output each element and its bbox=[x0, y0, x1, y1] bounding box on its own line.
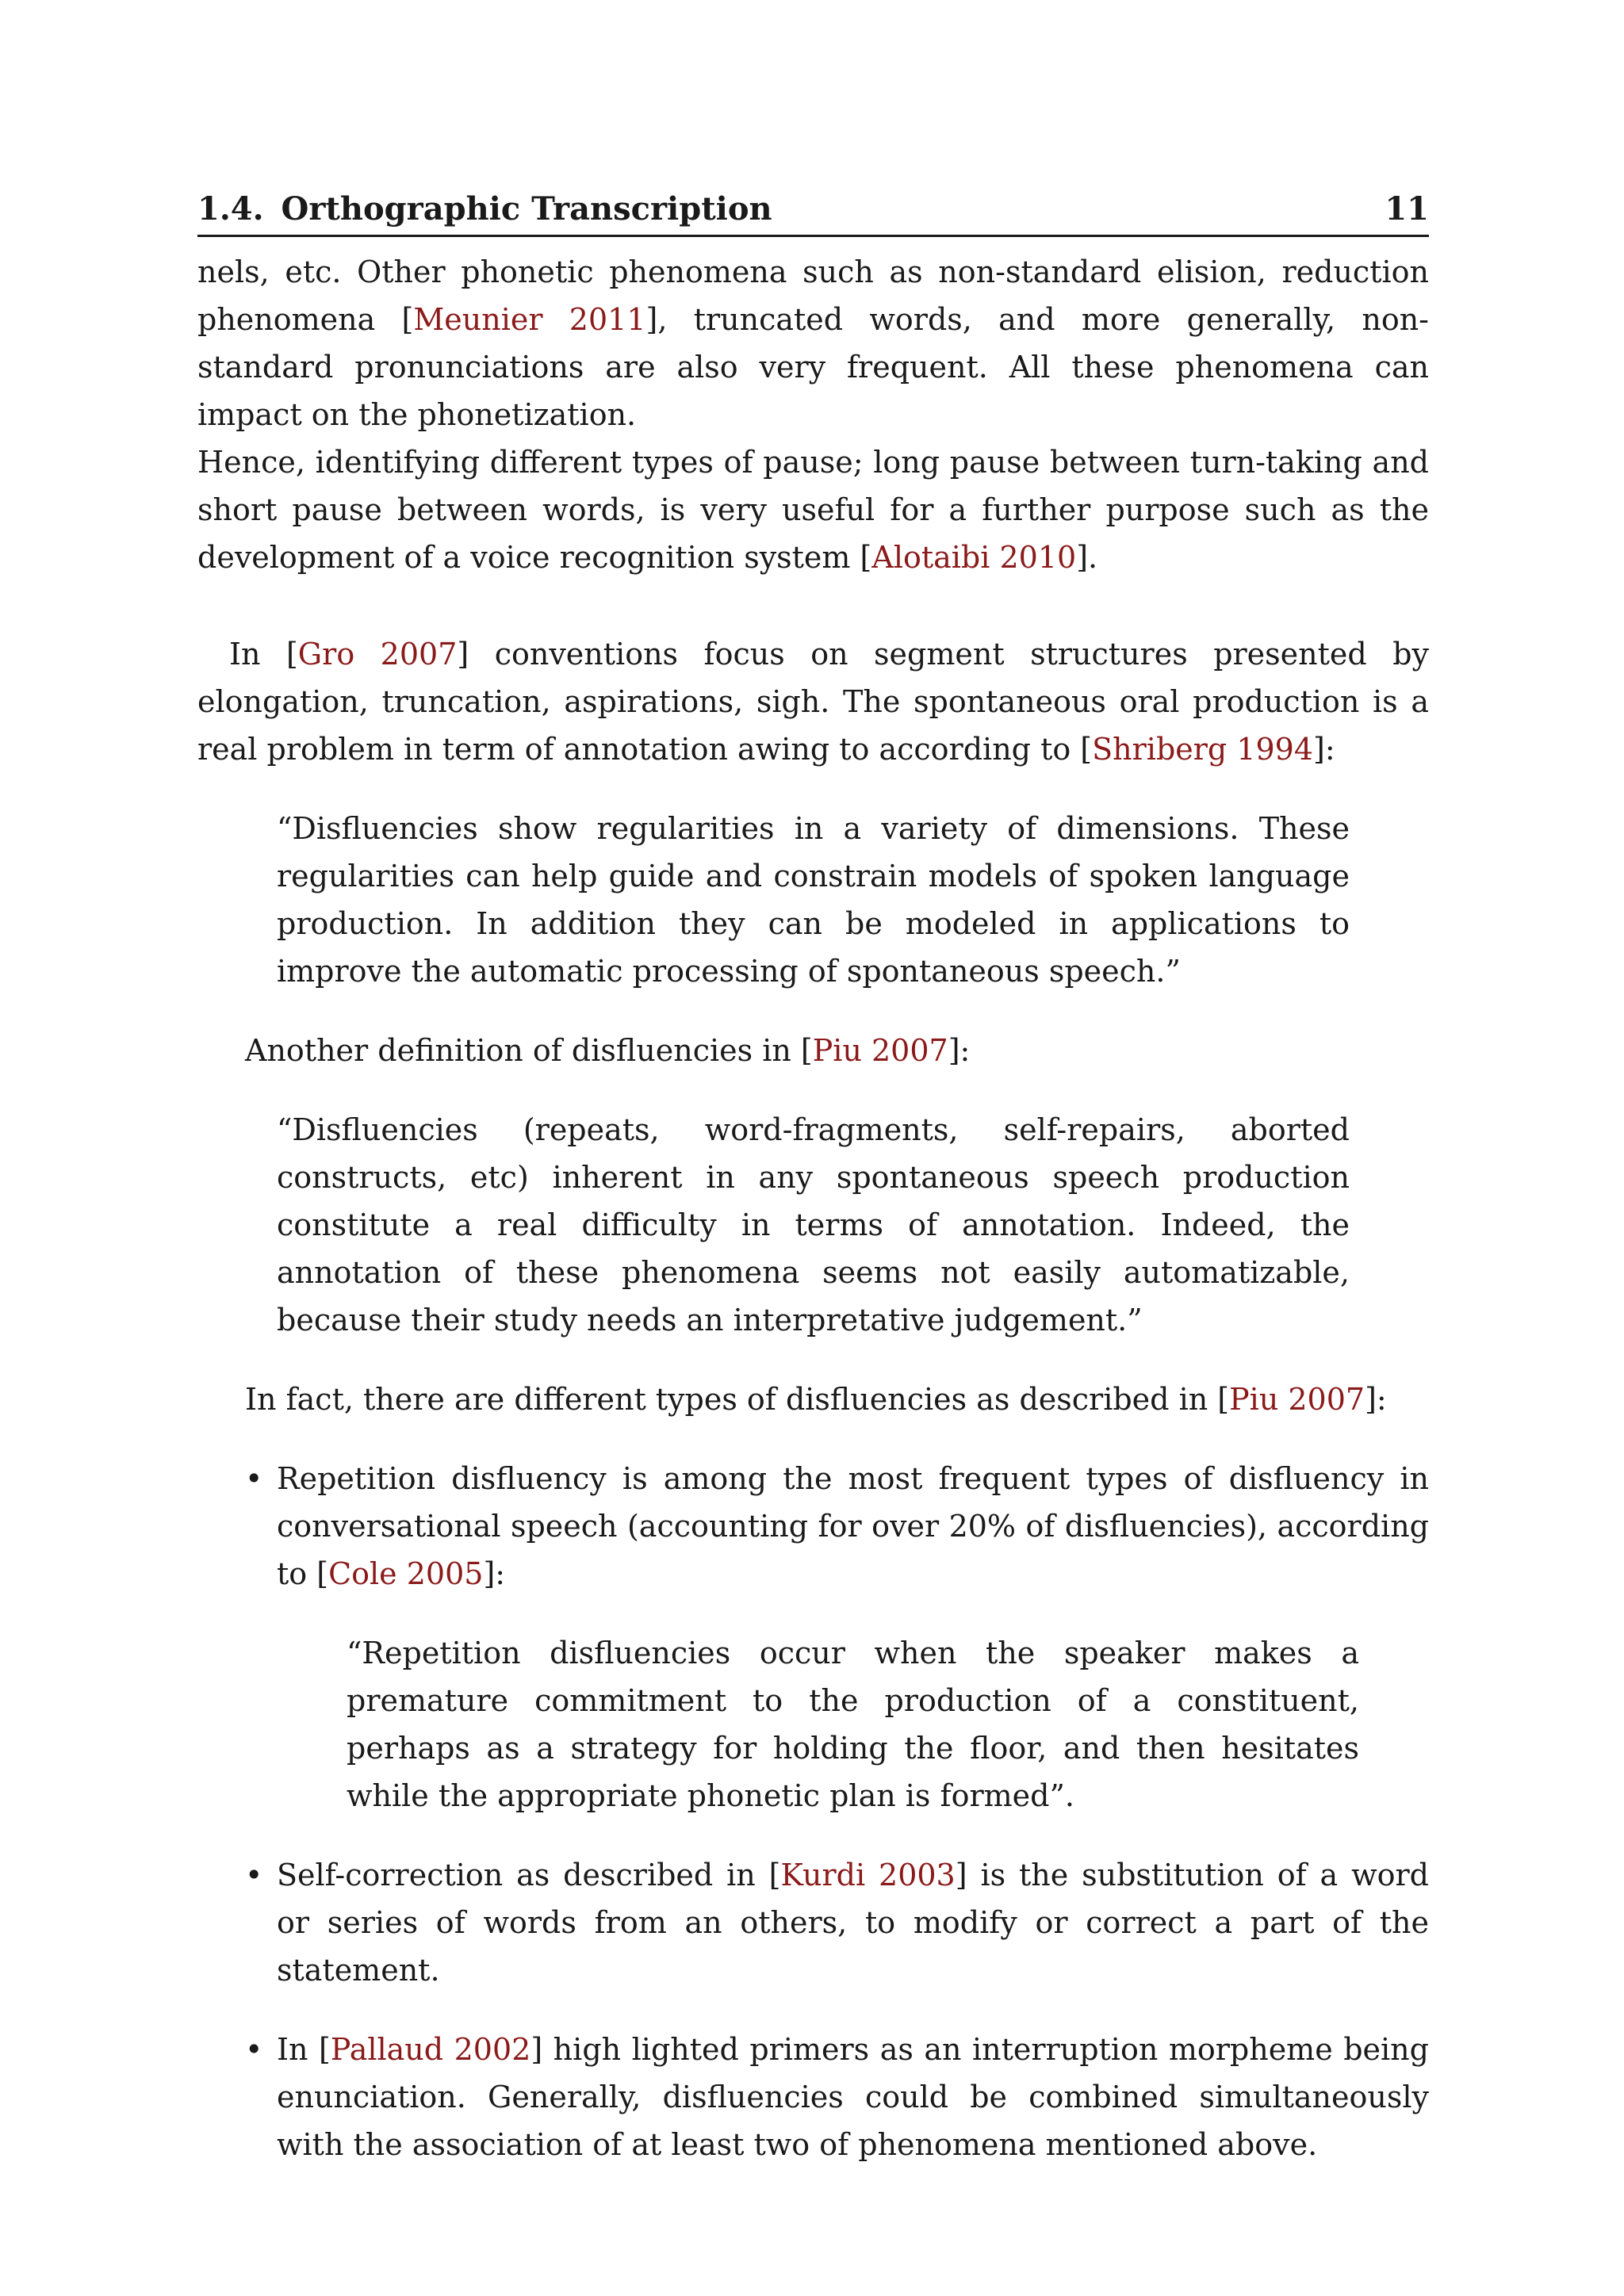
paragraph-1 bbox=[197, 248, 1429, 438]
text-run: Hence, identifying different types of pause; long pause between turn-taking and short pause between words, is very useful for a further purpose such as the development of a voice recognition system [ bbox=[197, 445, 1429, 575]
bullet-list bbox=[197, 1455, 1429, 2168]
running-head bbox=[197, 190, 1429, 237]
text-run: In fact, there are different types of disfluencies as described in [ bbox=[245, 1382, 1230, 1417]
nested-block-quote: “Repetition disfluencies occur when the speaker makes a premature commitment to the production of a constituent, perhaps as a strategy for holding the floor, and then hesitates while the appropriate phonetic plan is formed”. bbox=[347, 1636, 1359, 1813]
list-item-text bbox=[277, 1455, 1429, 1598]
paragraph-4 bbox=[197, 1027, 1429, 1074]
citation-link[interactable]: Cole 2005 bbox=[328, 1556, 484, 1591]
list-item bbox=[197, 1851, 1429, 1994]
citation-link[interactable]: Gro 2007 bbox=[297, 637, 458, 672]
paragraph-5 bbox=[197, 1376, 1429, 1423]
bullet-icon: • bbox=[245, 1461, 263, 1496]
body-text bbox=[197, 248, 1429, 2168]
text-run: In [ bbox=[229, 637, 298, 672]
list-item-text bbox=[277, 2026, 1429, 2168]
section-heading bbox=[197, 190, 772, 228]
citation-link[interactable]: Shriberg 1994 bbox=[1092, 732, 1314, 767]
list-item-text bbox=[277, 1851, 1429, 1994]
text-run: ] high lighted primers as an interruption morpheme being enunciation. Generally, disfluencies could be combined simultaneously with the association of at least two of phenomena mentioned above. bbox=[277, 2032, 1429, 2162]
section-number: 1.4. bbox=[197, 190, 264, 228]
text-run: ]: bbox=[1365, 1382, 1387, 1417]
text-run: ] is the substitution of a word or series of words from an others, to modify or correct a part of the statement. bbox=[277, 1858, 1429, 1988]
list-item bbox=[197, 1455, 1429, 1820]
bullet-icon: • bbox=[245, 2032, 263, 2067]
bullet-icon: • bbox=[245, 1858, 263, 1892]
text-run: ] conventions focus on segment structures presented by elongation, truncation, aspirations, sigh. The spontaneous oral production is a real problem in term of annotation awing to according to [ bbox=[197, 637, 1429, 767]
text-run: nels, etc. Other phonetic phenomena such as non-standard elision, reduction phenomena [ bbox=[197, 254, 1429, 337]
text-run: ]: bbox=[483, 1556, 506, 1591]
text-run: ]: bbox=[948, 1033, 971, 1068]
page-number: 11 bbox=[1385, 190, 1429, 228]
text-run: ], truncated words, and more generally, non-standard pronunciations are also very frequent. All these phenomena can impact on the phonetization. bbox=[197, 302, 1430, 432]
block-quote-1: “Disfluencies show regularities in a variety of dimensions. These regularities can help guide and constrain models of spoken language production. In addition they can be modeled in applications to improve the automatic processing of spontaneous speech.” bbox=[277, 811, 1350, 989]
paragraph-3 bbox=[197, 630, 1429, 773]
text-run: Repetition disfluency is among the most frequent types of disfluency in conversational speech (accounting for over 20% of disfluencies), according to [ bbox=[277, 1461, 1429, 1591]
text-run: Another definition of disfluencies in [ bbox=[245, 1033, 813, 1068]
citation-link[interactable]: Piu 2007 bbox=[1229, 1382, 1365, 1417]
page bbox=[197, 190, 1429, 2168]
citation-link[interactable]: Pallaud 2002 bbox=[330, 2032, 531, 2067]
citation-link[interactable]: Alotaibi 2010 bbox=[871, 540, 1077, 575]
text-run: ]. bbox=[1076, 540, 1098, 575]
text-run: ]: bbox=[1313, 732, 1335, 767]
paragraph-2 bbox=[197, 438, 1429, 581]
section-title: Orthographic Transcription bbox=[281, 190, 772, 228]
text-run: Self-correction as described in [ bbox=[277, 1858, 781, 1892]
block-quote-2: “Disfluencies (repeats, word-fragments, self-repairs, aborted constructs, etc) inherent in any spontaneous speech production constitute a real difficulty in terms of annotation. Indeed, the annotation of these phenomena seems not easily automatizable, because their study needs an interpretative judgement.” bbox=[277, 1112, 1350, 1337]
citation-link[interactable]: Meunier 2011 bbox=[413, 302, 646, 337]
citation-link[interactable]: Kurdi 2003 bbox=[780, 1858, 956, 1892]
citation-link[interactable]: Piu 2007 bbox=[812, 1033, 948, 1068]
text-run: In [ bbox=[277, 2032, 331, 2067]
list-item bbox=[197, 2026, 1429, 2168]
